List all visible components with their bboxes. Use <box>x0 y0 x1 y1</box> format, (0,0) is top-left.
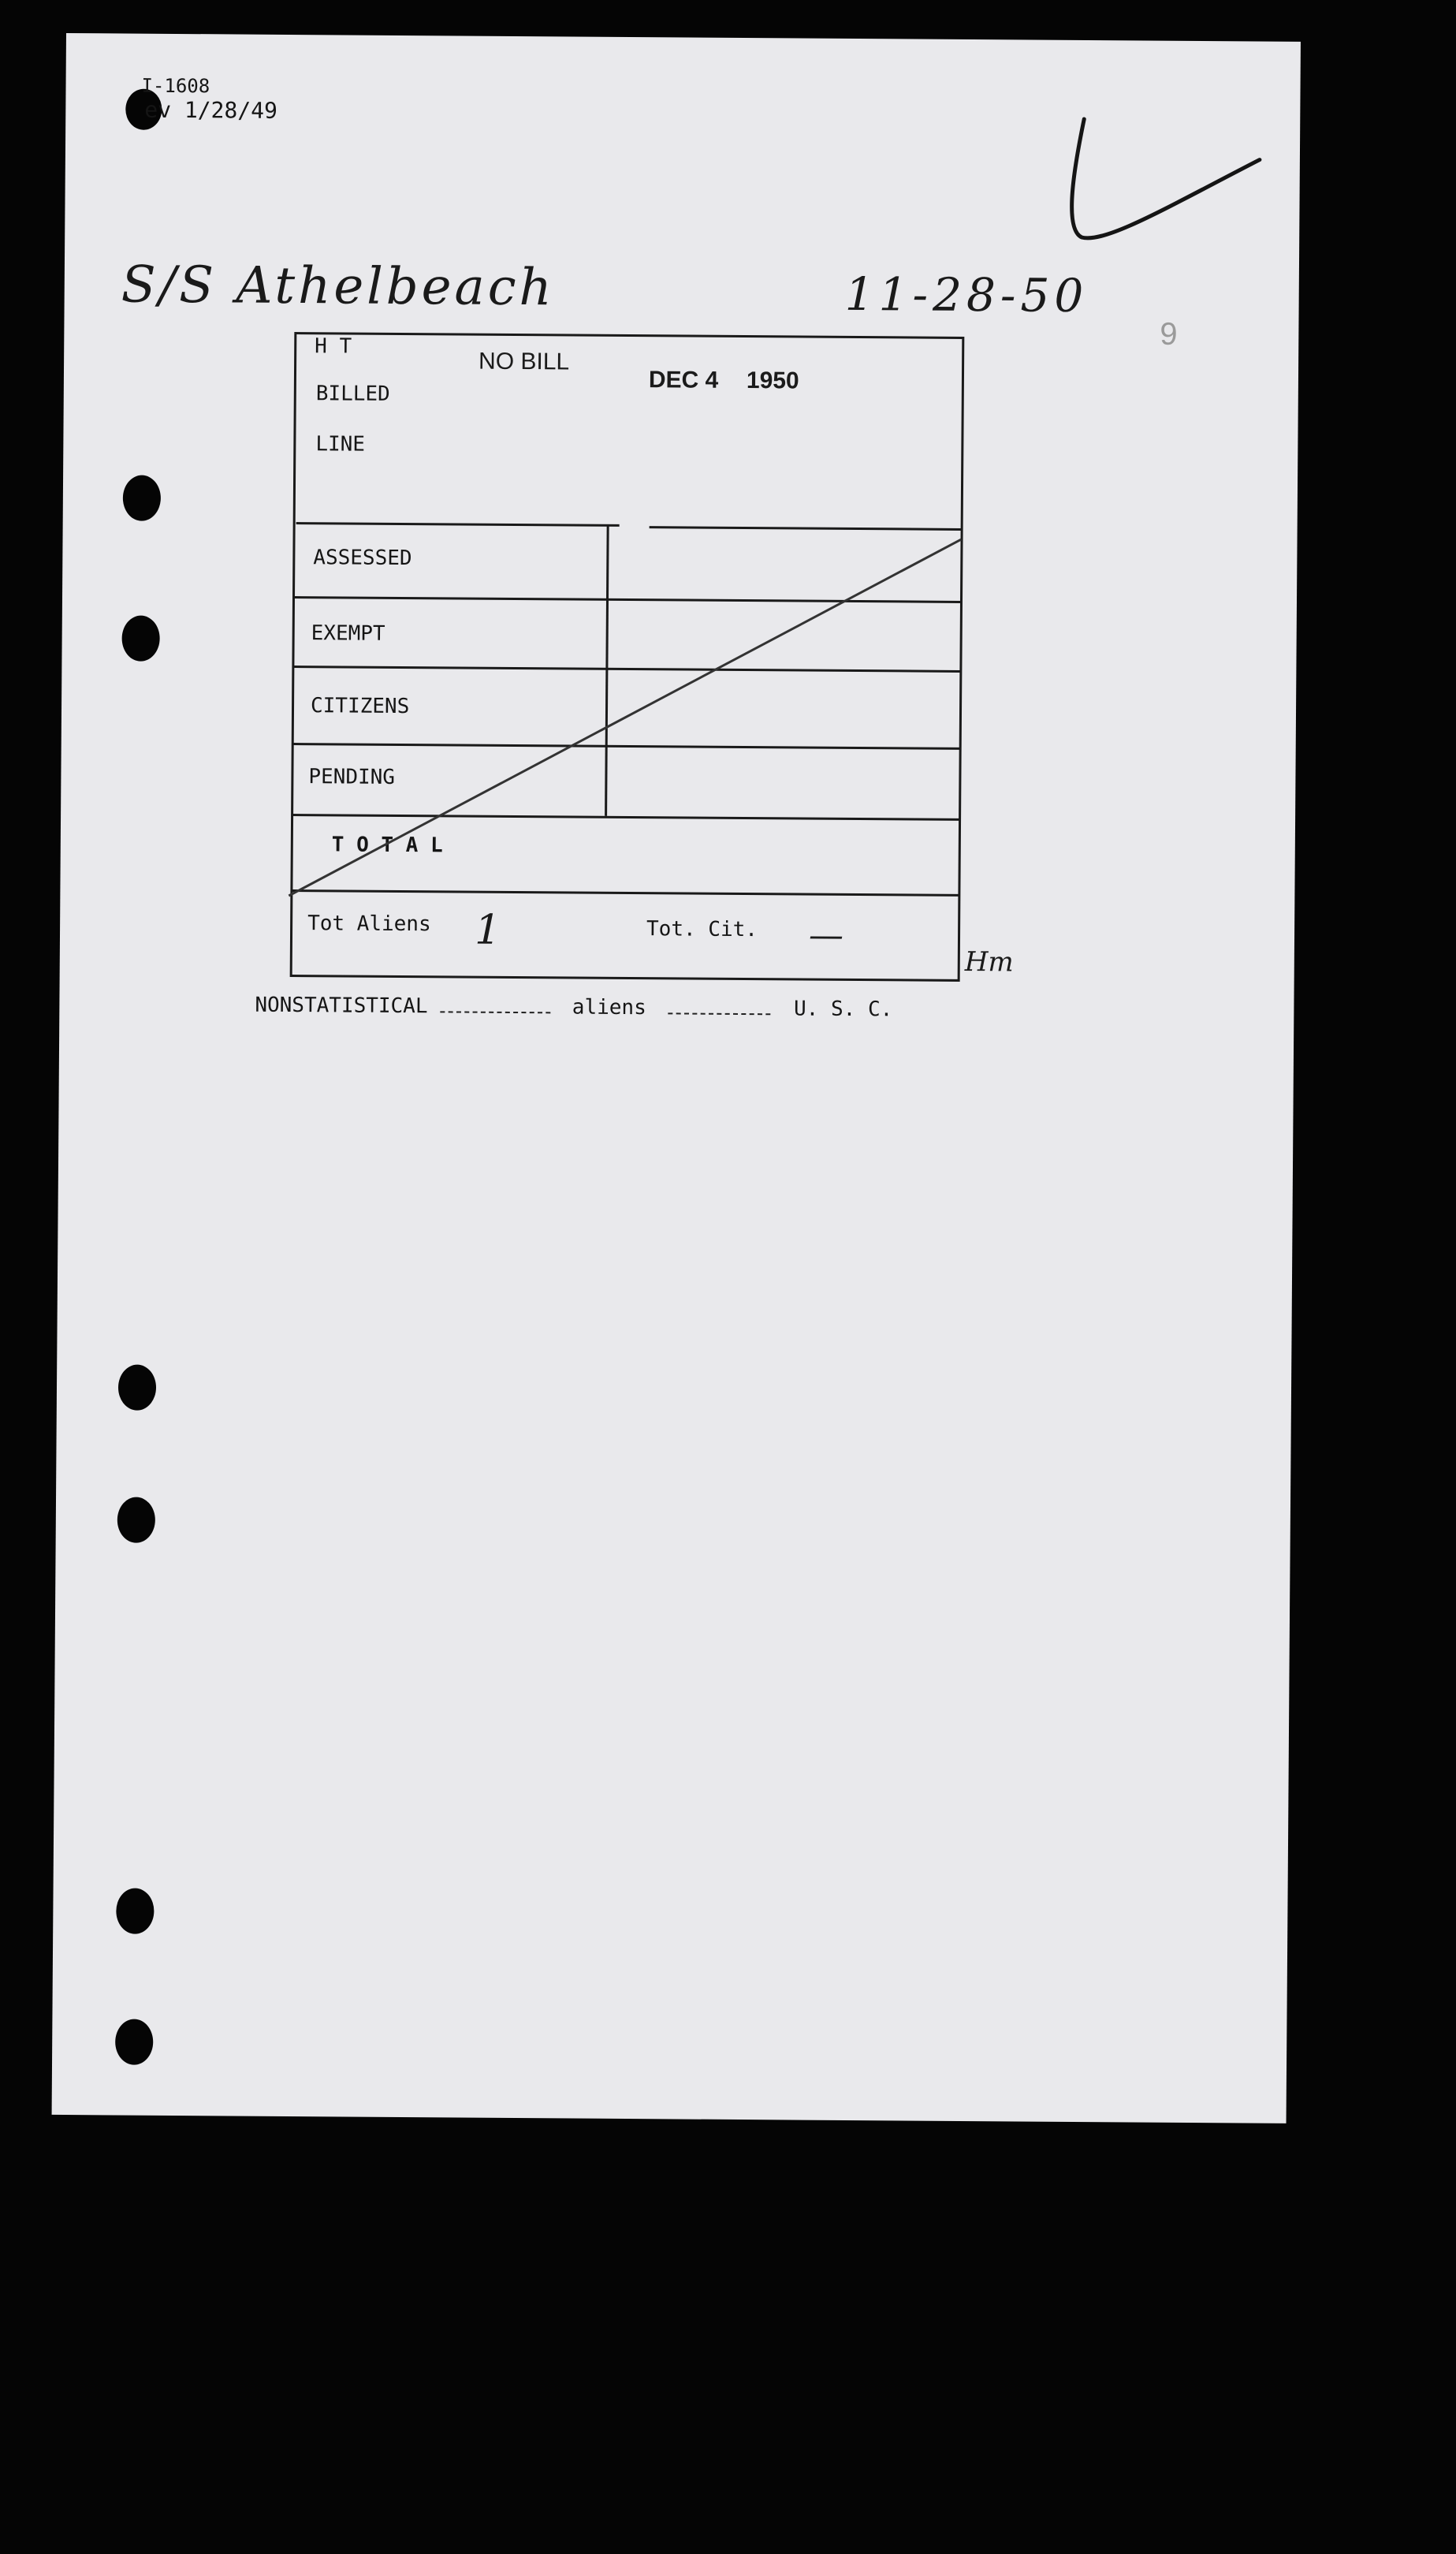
vessel-name: S/S Athelbeach <box>121 255 556 318</box>
check-mark-icon <box>1058 111 1279 270</box>
nonstatistical-label: NONSTATISTICAL <box>255 993 428 1019</box>
punch-hole <box>116 1888 154 1934</box>
usc-blank <box>668 1012 770 1015</box>
punch-hole <box>117 1497 155 1542</box>
usc-label: U. S. C. <box>793 997 893 1022</box>
date-stamp-month-day: DEC 4 <box>648 367 719 393</box>
nonstatistical-line <box>255 994 892 1022</box>
tally-cit-value: — <box>808 915 844 956</box>
punch-hole <box>115 2019 153 2064</box>
label-pending: PENDING <box>308 765 396 789</box>
clerk-initials: Hm <box>964 945 1014 979</box>
label-exempt: EXEMPT <box>311 621 385 646</box>
punch-hole <box>123 475 161 521</box>
label-tot-cit: Tot. Cit. <box>646 917 758 942</box>
nonstatistical-blank <box>440 1011 550 1013</box>
tally-aliens-value: 1 <box>474 906 501 954</box>
label-assessed: ASSESSED <box>313 546 412 571</box>
form-number: I-1608 <box>141 74 210 98</box>
label-total: T O T A L <box>331 833 443 858</box>
punch-hole <box>118 1365 156 1411</box>
label-ht: H T <box>315 334 352 359</box>
date-stamp-year: 1950 <box>746 367 799 394</box>
label-line: LINE <box>315 432 366 457</box>
label-citizens: CITIZENS <box>310 694 410 719</box>
strike-through-line <box>285 531 966 907</box>
label-billed: BILLED <box>315 382 390 406</box>
no-bill-stamp: NO BILL <box>478 348 570 375</box>
label-tot-aliens: Tot Aliens <box>307 912 431 937</box>
handwritten-date: 11-28-50 <box>844 267 1089 323</box>
punch-hole <box>121 616 159 662</box>
corner-number: 9 <box>1160 316 1178 352</box>
form-revision: ev 1/28/49 <box>144 96 278 124</box>
document-page <box>52 33 1301 2123</box>
aliens-label: aliens <box>572 995 646 1020</box>
